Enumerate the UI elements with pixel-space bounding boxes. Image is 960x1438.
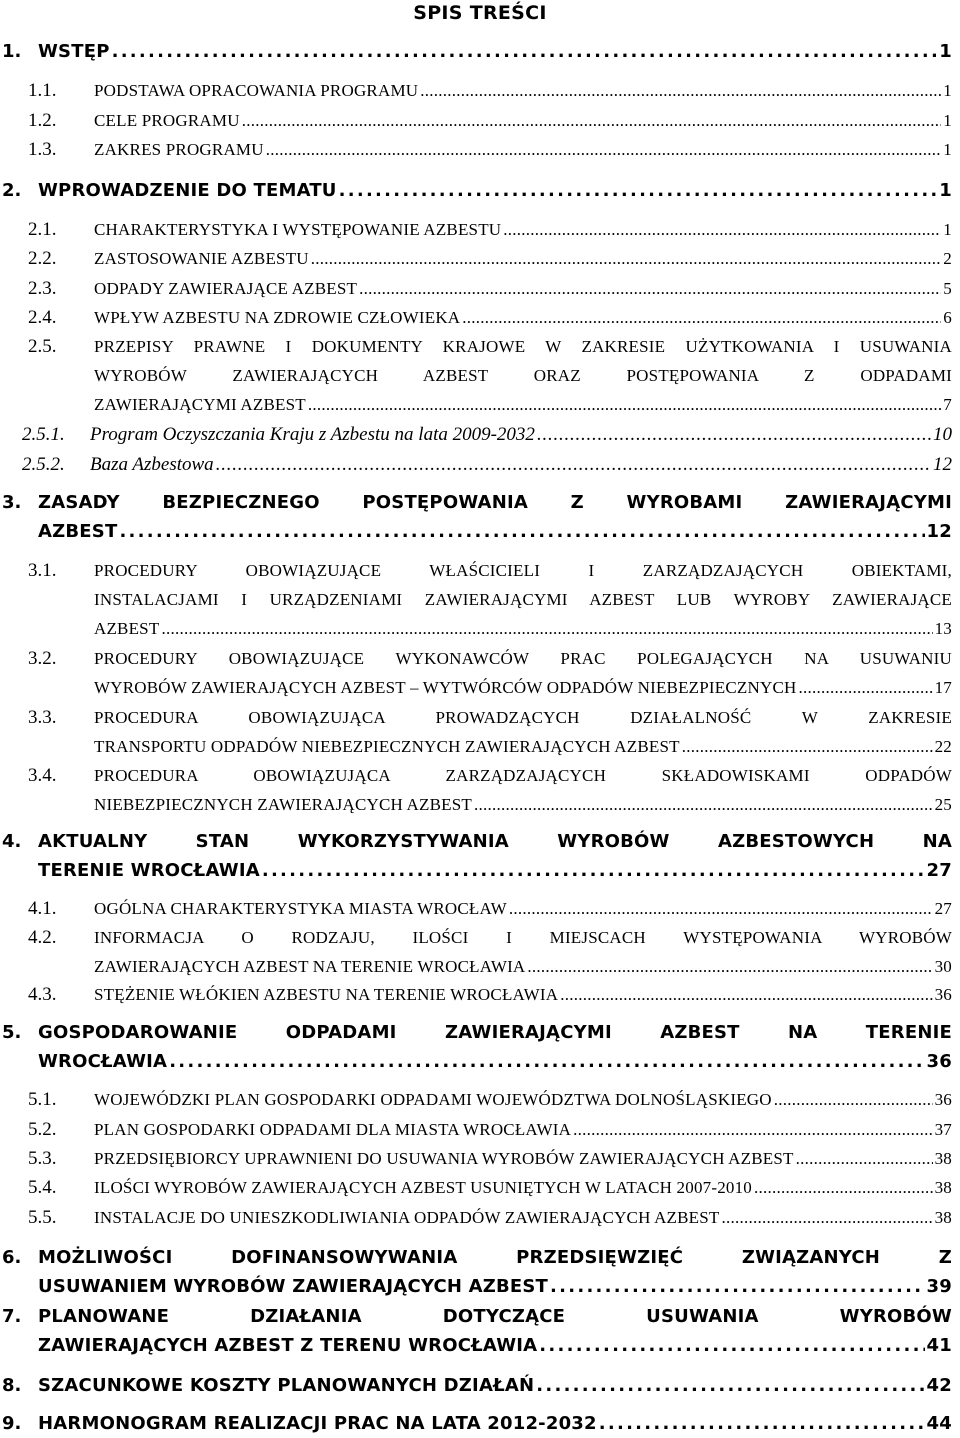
dot-leader (262, 856, 925, 885)
toc-entry-title: WPŁYW AZBESTU NA ZDROWIE CZŁOWIEKA (94, 308, 461, 327)
dot-leader (537, 420, 931, 449)
toc-page-number: 42 (926, 1375, 952, 1396)
toc-entry-title: WYROBÓW ZAWIERAJĄCYCH AZBEST – WYTWÓRCÓW ODPADÓW NIEBEZPIECZNYCH (94, 678, 797, 697)
toc-entry-2[interactable] (2, 176, 952, 205)
toc-entry-number: 5.1. (28, 1089, 57, 1110)
dot-leader (242, 106, 942, 135)
toc-entry-title: TRANSPORTU ODPADÓW NIEBEZPIECZNYCH ZAWIERAJĄCYCH AZBEST (94, 737, 680, 756)
toc-entry-title: ZAWIERAJĄCYCH AZBEST NA TERENIE WROCŁAWIA (94, 957, 526, 976)
toc-entry-number: 4. (2, 831, 22, 852)
toc-page-number: 27 (934, 899, 952, 918)
dot-leader (112, 37, 938, 66)
toc-entry-3-1[interactable] (28, 556, 952, 643)
toc-entry-title: Baza Azbestowa (90, 454, 214, 475)
toc-entry-number: 5.4. (28, 1177, 57, 1198)
toc-entry-5-1[interactable] (28, 1085, 952, 1114)
toc-entry-number: 1. (2, 41, 22, 62)
toc-entry-line: INSTALACJAMI I URZĄDZENIAMI ZAWIERAJĄCYMI AZBEST LUB WYROBY ZAWIERAJĄCE (94, 590, 952, 609)
toc-entry-number: 2.1. (28, 219, 57, 240)
toc-entry-number: 4.2. (28, 927, 57, 948)
toc-page-number: 5 (943, 279, 952, 298)
toc-entry-2-5[interactable] (28, 332, 952, 419)
dot-leader (754, 1173, 933, 1202)
dot-leader (266, 135, 942, 164)
toc-entry-number: 1.2. (28, 110, 57, 131)
toc-entry-title: CELE PROGRAMU (94, 111, 240, 130)
dot-leader (119, 517, 924, 546)
toc-entry-number: 3.4. (28, 765, 57, 786)
toc-page-number: 12 (926, 521, 952, 542)
toc-entry-title: ZAWIERAJĄCYCH AZBEST Z TERENU WROCŁAWIA (38, 1335, 538, 1356)
toc-entry-title: AZBEST (94, 619, 160, 638)
dot-leader (560, 980, 932, 1009)
dot-leader (550, 1272, 925, 1301)
toc-entry-7[interactable] (2, 1302, 952, 1360)
toc-entry-number: 3.3. (28, 707, 57, 728)
toc-entry-3-3[interactable] (28, 703, 952, 761)
toc-entry-title: ILOŚCI WYROBÓW ZAWIERAJĄCYCH AZBEST USUNIĘTYCH W LATACH 2007-2010 (94, 1178, 753, 1197)
toc-entry-number: 2.5.1. (22, 424, 65, 445)
toc-entry-title: PODSTAWA OPRACOWANIA PROGRAMU (94, 81, 419, 100)
dot-leader (308, 390, 941, 419)
toc-entry-4-2[interactable] (28, 923, 952, 981)
toc-entry-number: 5. (2, 1022, 22, 1043)
toc-page-number: 38 (934, 1149, 952, 1168)
toc-entry-title: PRZEDSIĘBIORCY UPRAWNIENI DO USUWANIA WYROBÓW ZAWIERAJĄCYCH AZBEST (94, 1149, 794, 1168)
dot-leader (722, 1203, 933, 1232)
toc-entry-line: MOŻLIWOŚCI DOFINANSOWYWANIA PRZEDSIĘWZIĘĆ ZWIĄZANYCH Z (38, 1247, 952, 1268)
toc-page-number: 1 (943, 81, 952, 100)
toc-entry-number: 9. (2, 1413, 22, 1434)
toc-entry-title: ZAWIERAJĄCYMI AZBEST (94, 395, 306, 414)
dot-leader (462, 303, 941, 332)
toc-entry-5-4[interactable] (28, 1173, 952, 1202)
toc-entry-title: OGÓLNA CHARAKTERYSTYKA MIASTA WROCŁAW (94, 899, 507, 918)
toc-entry-5-3[interactable] (28, 1144, 952, 1173)
dot-leader (339, 176, 938, 205)
toc-entry-line: PROCEDURA OBOWIĄZUJĄCA PROWADZĄCYCH DZIAŁALNOŚĆ W ZAKRESIE (94, 708, 952, 727)
toc-entry-line: PROCEDURY OBOWIĄZUJĄCE WŁAŚCICIELI I ZARZĄDZAJĄCYCH OBIEKTAMI, (94, 561, 952, 580)
toc-page-number: 22 (934, 737, 952, 756)
toc-page-number: 39 (926, 1276, 952, 1297)
toc-page-number: 17 (934, 678, 952, 697)
toc-page-number: 44 (926, 1413, 952, 1434)
toc-entry-5[interactable] (2, 1018, 952, 1076)
toc-page-number: 1 (943, 220, 952, 239)
toc-page-number: 2 (943, 249, 952, 268)
toc-entry-title: CHARAKTERYSTYKA I WYSTĘPOWANIE AZBESTU (94, 220, 502, 239)
toc-entry-4[interactable] (2, 827, 952, 885)
toc-entry-number: 4.3. (28, 984, 57, 1005)
toc-page-number: 1 (939, 180, 952, 201)
dot-leader (420, 76, 941, 105)
toc-entry-2-3[interactable] (28, 274, 952, 303)
dot-leader (503, 215, 941, 244)
dot-leader (539, 1331, 924, 1360)
toc-entry-2-2[interactable] (28, 244, 952, 273)
toc-page-number: 13 (934, 619, 952, 638)
toc-entry-number: 3. (2, 492, 22, 513)
toc-page-number: 30 (934, 957, 952, 976)
toc-page-number: 1 (943, 111, 952, 130)
toc-entry-number: 2.5.2. (22, 454, 65, 475)
toc-page-number: 10 (933, 424, 952, 445)
toc-page-number: 6 (943, 308, 952, 327)
toc-entry-number: 2.2. (28, 248, 57, 269)
toc-entry-title: Program Oczyszczania Kraju z Azbestu na lata 2009-2032 (90, 424, 535, 445)
toc-page-number: 7 (943, 395, 952, 414)
toc-entry-line: PRZEPISY PRAWNE I DOKUMENTY KRAJOWE W ZAKRESIE UŻYTKOWANIA I USUWANIA (94, 337, 952, 356)
toc-entry-1-2[interactable] (28, 106, 952, 135)
toc-entry-title: WSTĘP (38, 41, 110, 62)
toc-entry-1-1[interactable] (28, 76, 952, 105)
toc-entry-2-5-2[interactable] (22, 450, 952, 479)
toc-entry-number: 1.1. (28, 80, 57, 101)
toc-entry-title: HARMONOGRAM REALIZACJI PRAC NA LATA 2012-2032 (38, 1413, 597, 1434)
toc-entry-title: ZASTOSOWANIE AZBESTU (94, 249, 309, 268)
toc-entry-line: AKTUALNY STAN WYKORZYSTYWANIA WYROBÓW AZBESTOWYCH NA (38, 831, 952, 852)
toc-entry-title: WROCŁAWIA (38, 1051, 168, 1072)
dot-leader (796, 1144, 933, 1173)
toc-page-number: 1 (939, 41, 952, 62)
toc-page-number: 25 (934, 795, 952, 814)
toc-entry-line: PROCEDURA OBOWIĄZUJĄCA ZARZĄDZAJĄCYCH SKŁADOWISKAMI ODPADÓW (94, 766, 952, 785)
toc-entry-title: USUWANIEM WYROBÓW ZAWIERAJĄCYCH AZBEST (38, 1276, 549, 1297)
toc-page-number: 1 (943, 140, 952, 159)
toc-page-number: 37 (934, 1120, 952, 1139)
toc-entry-number: 7. (2, 1306, 22, 1327)
toc-page-number: 12 (933, 454, 952, 475)
toc-entry-title: PLAN GOSPODARKI ODPADAMI DLA MIASTA WROCŁAWIA (94, 1120, 572, 1139)
toc-entry-3[interactable] (2, 488, 952, 546)
toc-entry-title: ODPADY ZAWIERAJĄCE AZBEST (94, 279, 358, 298)
toc-page-number: 36 (934, 985, 952, 1004)
toc-entry-number: 5.5. (28, 1207, 57, 1228)
toc-entry-line: WYROBÓW ZAWIERAJĄCYCH AZBEST ORAZ POSTĘPOWANIA Z ODPADAMI (94, 366, 952, 385)
dot-leader (311, 244, 942, 273)
dot-leader (798, 673, 932, 702)
toc-entry-title: ZAKRES PROGRAMU (94, 140, 264, 159)
page-title: SPIS TREŚCI (413, 2, 547, 24)
toc-entry-2-5-1[interactable] (22, 420, 952, 449)
toc-page-number: 38 (934, 1208, 952, 1227)
toc-entry-number: 3.1. (28, 560, 57, 581)
toc-entry-5-2[interactable] (28, 1115, 952, 1144)
toc-entry-number: 5.2. (28, 1119, 57, 1140)
toc-entry-2-1[interactable] (28, 215, 952, 244)
toc-entry-number: 2.3. (28, 278, 57, 299)
toc-page-number: 36 (934, 1090, 952, 1109)
toc-entry-4-1[interactable] (28, 894, 952, 923)
toc-entry-8[interactable] (2, 1371, 952, 1400)
toc-page-number: 41 (926, 1335, 952, 1356)
dot-leader (474, 790, 933, 819)
dot-leader (509, 894, 933, 923)
toc-entry-title: TERENIE WROCŁAWIA (38, 860, 260, 881)
toc-entry-line: GOSPODAROWANIE ODPADAMI ZAWIERAJĄCYMI AZBEST NA TERENIE (38, 1022, 952, 1043)
toc-entry-title: STĘŻENIE WŁÓKIEN AZBESTU NA TERENIE WROCŁAWIA (94, 985, 559, 1004)
toc-entry-number: 5.3. (28, 1148, 57, 1169)
toc-entry-title: INSTALACJE DO UNIESZKODLIWIANIA ODPADÓW ZAWIERAJĄCYCH AZBEST (94, 1208, 720, 1227)
toc-entry-line: ZASADY BEZPIECZNEGO POSTĘPOWANIA Z WYROBAMI ZAWIERAJĄCYMI (38, 492, 952, 513)
dot-leader (527, 952, 932, 981)
dot-leader (216, 450, 931, 479)
dot-leader (774, 1085, 933, 1114)
toc-page-number: 36 (926, 1051, 952, 1072)
toc-entry-number: 4.1. (28, 898, 57, 919)
toc-entry-1[interactable] (2, 37, 952, 66)
toc-page-number: 27 (926, 860, 952, 881)
toc-entry-1-3[interactable] (28, 135, 952, 164)
toc-entry-line: INFORMACJA O RODZAJU, ILOŚCI I MIEJSCACH WYSTĘPOWANIA WYROBÓW (94, 928, 952, 947)
dot-leader (682, 732, 933, 761)
toc-entry-line: PROCEDURY OBOWIĄZUJĄCE WYKONAWCÓW PRAC POLEGAJĄCYCH NA USUWANIU (94, 649, 952, 668)
toc-entry-title: WPROWADZENIE DO TEMATU (38, 180, 337, 201)
dot-leader (573, 1115, 932, 1144)
toc-entry-4-3[interactable] (28, 980, 952, 1009)
dot-leader (359, 274, 941, 303)
toc-entry-number: 2.5. (28, 336, 57, 357)
toc-entry-6[interactable] (2, 1243, 952, 1301)
toc-entry-line: PLANOWANE DZIAŁANIA DOTYCZĄCE USUWANIA WYROBÓW (38, 1306, 952, 1327)
toc-entry-number: 2.4. (28, 307, 57, 328)
toc-entry-number: 6. (2, 1247, 22, 1268)
toc-entry-number: 3.2. (28, 648, 57, 669)
toc-entry-number: 2. (2, 180, 22, 201)
dot-leader (536, 1371, 924, 1400)
toc-entry-title: AZBEST (38, 521, 118, 542)
toc-entry-title: NIEBEZPIECZNYCH ZAWIERAJĄCYCH AZBEST (94, 795, 472, 814)
toc-entry-2-4[interactable] (28, 303, 952, 332)
toc-entry-title: SZACUNKOWE KOSZTY PLANOWANYCH DZIAŁAŃ (38, 1375, 535, 1396)
toc-entry-number: 1.3. (28, 139, 57, 160)
toc-entry-3-2[interactable] (28, 644, 952, 702)
dot-leader (169, 1047, 924, 1076)
toc-entry-5-5[interactable] (28, 1203, 952, 1232)
dot-leader (161, 614, 932, 643)
toc-entry-title: WOJEWÓDZKI PLAN GOSPODARKI ODPADAMI WOJEWÓDZTWA DOLNOŚLĄSKIEGO (94, 1090, 772, 1109)
toc-entry-number: 8. (2, 1375, 22, 1396)
toc-page-number: 38 (934, 1178, 952, 1197)
toc-entry-3-4[interactable] (28, 761, 952, 819)
